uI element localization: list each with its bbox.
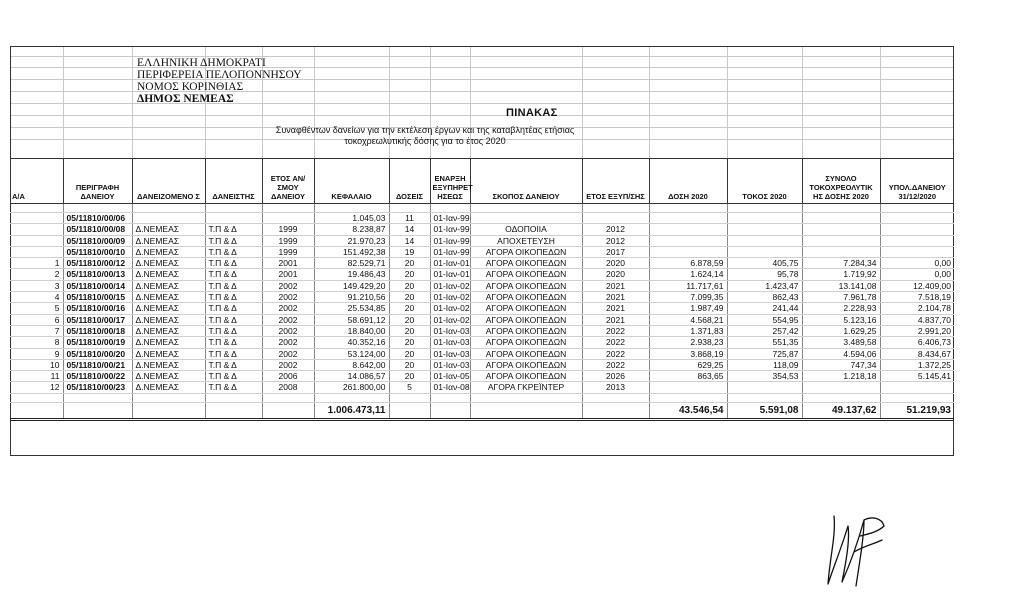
- loan-purpose-cell: ΑΓΟΡΑ ΟΙΚΟΠΕΔΩΝ: [470, 314, 582, 325]
- capital-cell: 8.642,00: [314, 359, 389, 370]
- borrower-cell: Δ.ΝΕΜΕΑΣ: [132, 314, 205, 325]
- lender-cell: Τ.Π & Δ: [205, 269, 262, 280]
- dose-2020-cell: [649, 213, 727, 224]
- loan-year-cell: 2001: [262, 258, 314, 269]
- borrower-cell: Δ.ΝΕΜΕΑΣ: [132, 325, 205, 336]
- service-start-cell: 01-Ιαν-03: [430, 359, 470, 370]
- payoff-year-cell: 2022: [582, 325, 649, 336]
- blank-row: [10, 393, 954, 402]
- total-dose: 43.546,54: [649, 402, 727, 419]
- loan-purpose-cell: ΑΓΟΡΑ ΟΙΚΟΠΕΔΩΝ: [470, 359, 582, 370]
- column-header-interest: ΤΟΚΟΣ 2020: [727, 159, 802, 204]
- loan-purpose-cell: ΑΓΟΡΑ ΟΙΚΟΠΕΔΩΝ: [470, 371, 582, 382]
- column-header-borrower: ΔΑΝΕΙΖΟΜΕΝΟ Σ: [132, 159, 205, 204]
- balance-2020-cell: 12.409,00: [880, 280, 954, 291]
- payoff-year-cell: 2021: [582, 314, 649, 325]
- loan-year-cell: 1999: [262, 224, 314, 235]
- installments-cell: 20: [389, 359, 430, 370]
- service-start-cell: 01-Ιαν-03: [430, 325, 470, 336]
- capital-cell: 261.800,00: [314, 382, 389, 393]
- dose-2020-cell: [649, 235, 727, 246]
- loan-description-cell: 05/11810/00/16: [63, 303, 132, 314]
- loan-description-cell: 05/11810/00/20: [63, 348, 132, 359]
- balance-2020-cell: [880, 235, 954, 246]
- dose-2020-cell: 3.868,19: [649, 348, 727, 359]
- payoff-year-cell: 2021: [582, 280, 649, 291]
- total-dose-2020-cell: 1.719,92: [802, 269, 880, 280]
- total-dose-2020-cell: [802, 235, 880, 246]
- balance-2020-cell: 1.372,25: [880, 359, 954, 370]
- total-interest: 5.591,08: [727, 402, 802, 419]
- interest-2020-cell: [727, 224, 802, 235]
- payoff-year-cell: 2021: [582, 292, 649, 303]
- installments-cell: 20: [389, 303, 430, 314]
- subtitle-line-2: τοκοχρεωλυτικής δόσης για το έτος 2020: [344, 136, 506, 146]
- total-dose-2020-cell: 7.961,78: [802, 292, 880, 303]
- loan-purpose-cell: ΑΓΟΡΑ ΟΙΚΟΠΕΔΩΝ: [470, 303, 582, 314]
- loan-year-cell: 2002: [262, 348, 314, 359]
- loan-purpose-cell: ΑΓΟΡΑ ΟΙΚΟΠΕΔΩΝ: [470, 269, 582, 280]
- loan-description-cell: 05/11810/00/13: [63, 269, 132, 280]
- table-row: [10, 246, 954, 257]
- loan-year-cell: 2002: [262, 359, 314, 370]
- payoff-year-cell: 2020: [582, 269, 649, 280]
- interest-2020-cell: 354,53: [727, 371, 802, 382]
- installments-cell: 5: [389, 382, 430, 393]
- dose-2020-cell: [649, 246, 727, 257]
- header-line-4: ΔΗΜΟΣ ΝΕΜΕΑΣ: [137, 93, 234, 105]
- row-number-cell: 4: [10, 292, 63, 303]
- payoff-year-cell: 2022: [582, 348, 649, 359]
- loan-purpose-cell: ΑΓΟΡΑ ΟΙΚΟΠΕΔΩΝ: [470, 246, 582, 257]
- loan-year-cell: 2002: [262, 325, 314, 336]
- dose-2020-cell: 6.878,59: [649, 258, 727, 269]
- interest-2020-cell: 241,44: [727, 303, 802, 314]
- total-dose-2020-cell: [802, 213, 880, 224]
- borrower-cell: Δ.ΝΕΜΕΑΣ: [132, 337, 205, 348]
- capital-cell: 58.691,12: [314, 314, 389, 325]
- loan-description-cell: 05/11810/00/19: [63, 337, 132, 348]
- payoff-year-cell: 2026: [582, 371, 649, 382]
- installments-cell: 20: [389, 280, 430, 291]
- balance-2020-cell: [880, 382, 954, 393]
- borrower-cell: Δ.ΝΕΜΕΑΣ: [132, 382, 205, 393]
- service-start-cell: 01-Ιαν-02: [430, 314, 470, 325]
- installments-cell: 14: [389, 235, 430, 246]
- installments-cell: 14: [389, 224, 430, 235]
- service-start-cell: 01-Ιαν-05: [430, 371, 470, 382]
- borrower-cell: Δ.ΝΕΜΕΑΣ: [132, 224, 205, 235]
- capital-cell: 18.840,00: [314, 325, 389, 336]
- loan-purpose-cell: [470, 213, 582, 224]
- loan-year-cell: 2002: [262, 280, 314, 291]
- table-row: [10, 314, 954, 325]
- total-dose-2020-cell: 7.284,34: [802, 258, 880, 269]
- borrower-cell: Δ.ΝΕΜΕΑΣ: [132, 269, 205, 280]
- table-row: [10, 382, 954, 393]
- total-dose-2020-cell: 2.228,93: [802, 303, 880, 314]
- total-dose-2020-cell: 4.594,06: [802, 348, 880, 359]
- interest-2020-cell: [727, 382, 802, 393]
- column-header-dose: ΔΟΣΗ 2020: [649, 159, 727, 204]
- borrower-cell: Δ.ΝΕΜΕΑΣ: [132, 371, 205, 382]
- service-start-cell: 01-Ιαν-08: [430, 382, 470, 393]
- loan-description-cell: 05/11810/00/12: [63, 258, 132, 269]
- loan-year-cell: 2002: [262, 303, 314, 314]
- table-row: [10, 348, 954, 359]
- installments-cell: 19: [389, 246, 430, 257]
- interest-2020-cell: 862,43: [727, 292, 802, 303]
- loan-description-cell: 05/11810/00/09: [63, 235, 132, 246]
- loan-purpose-cell: ΑΓΟΡΑ ΟΙΚΟΠΕΔΩΝ: [470, 258, 582, 269]
- capital-cell: 21.970,23: [314, 235, 389, 246]
- totals-row: [10, 402, 954, 419]
- borrower-cell: Δ.ΝΕΜΕΑΣ: [132, 348, 205, 359]
- total-dose-2020-cell: [802, 246, 880, 257]
- loan-year-cell: 2002: [262, 337, 314, 348]
- loan-description-cell: 05/11810/00/17: [63, 314, 132, 325]
- column-header-purpose: ΣΚΟΠΟΣ ΔΑΝΕΙΟΥ: [470, 159, 582, 204]
- column-header-payoff-year: ΕΤΟΣ ΕΞΥΠ/ΣΗΣ: [582, 159, 649, 204]
- dose-2020-cell: [649, 224, 727, 235]
- row-number-cell: 7: [10, 325, 63, 336]
- loan-purpose-cell: ΑΓΟΡΑ ΓΚΡΕΪΝΤΕΡ: [470, 382, 582, 393]
- capital-cell: 25.534,85: [314, 303, 389, 314]
- lender-cell: Τ.Π & Δ: [205, 325, 262, 336]
- blank-row: [10, 204, 954, 213]
- loan-description-cell: 05/11810/00/06: [63, 213, 132, 224]
- interest-2020-cell: [727, 235, 802, 246]
- row-number-cell: 3: [10, 280, 63, 291]
- capital-cell: 14.086,57: [314, 371, 389, 382]
- service-start-cell: 01-Ιαν-01: [430, 258, 470, 269]
- capital-cell: 53.124,00: [314, 348, 389, 359]
- lender-cell: Τ.Π & Δ: [205, 314, 262, 325]
- balance-2020-cell: 2.991,20: [880, 325, 954, 336]
- column-header-installments: ΔΟΣΕΙΣ: [389, 159, 430, 204]
- lender-cell: Τ.Π & Δ: [205, 303, 262, 314]
- balance-2020-cell: 4.837,70: [880, 314, 954, 325]
- loan-description-cell: 05/11810/00/10: [63, 246, 132, 257]
- loan-year-cell: 2006: [262, 371, 314, 382]
- total-dose-2020-cell: [802, 382, 880, 393]
- loan-year-cell: 2008: [262, 382, 314, 393]
- loan-purpose-cell: ΑΓΟΡΑ ΟΙΚΟΠΕΔΩΝ: [470, 348, 582, 359]
- installments-cell: 20: [389, 325, 430, 336]
- installments-cell: 20: [389, 292, 430, 303]
- row-number-cell: [10, 224, 63, 235]
- dose-2020-cell: 2.938,23: [649, 337, 727, 348]
- balance-2020-cell: 7.518,19: [880, 292, 954, 303]
- loan-purpose-cell: ΑΓΟΡΑ ΟΙΚΟΠΕΔΩΝ: [470, 325, 582, 336]
- borrower-cell: [132, 213, 205, 224]
- loan-purpose-cell: ΑΠΟΧΕΤΕΥΣΗ: [470, 235, 582, 246]
- total-balance: 51.219,93: [880, 402, 954, 419]
- service-start-cell: 01-Ιαν-99: [430, 235, 470, 246]
- dose-2020-cell: 7.099,35: [649, 292, 727, 303]
- total-dose-2020-cell: 13.141,08: [802, 280, 880, 291]
- lender-cell: Τ.Π & Δ: [205, 382, 262, 393]
- table-row: [10, 213, 954, 224]
- table-row: [10, 269, 954, 280]
- capital-cell: 19.486,43: [314, 269, 389, 280]
- service-start-cell: 01-Ιαν-03: [430, 337, 470, 348]
- subtitle-line-1: Συναφθέντων δανείων για την εκτέλεση έργων και της καταβλητέας ετήσιας: [275, 125, 575, 135]
- service-start-cell: 01-Ιαν-02: [430, 303, 470, 314]
- interest-2020-cell: 554,95: [727, 314, 802, 325]
- dose-2020-cell: [649, 382, 727, 393]
- capital-cell: 91.210,56: [314, 292, 389, 303]
- payoff-year-cell: 2013: [582, 382, 649, 393]
- column-header-balance: ΥΠΟΛ.ΔΑΝΕΙΟΥ 31/12/2020: [880, 159, 954, 204]
- column-header-capital: ΚΕΦΑΛΑΙΟ: [314, 159, 389, 204]
- dose-2020-cell: 1.371,83: [649, 325, 727, 336]
- loan-year-cell: [262, 213, 314, 224]
- header-line-3: ΝΟΜΟΣ ΚΟΡΙΝΘΙΑΣ: [137, 81, 244, 93]
- interest-2020-cell: 725,87: [727, 348, 802, 359]
- loan-year-cell: 2002: [262, 292, 314, 303]
- column-header-lender: ΔΑΝΕΙΣΤΗΣ: [205, 159, 262, 204]
- capital-cell: 151.492,38: [314, 246, 389, 257]
- header-line-2: ΠΕΡΙΦΕΡΕΙΑ ΠΕΛΟΠΟΝΝΗΣΟΥ: [137, 69, 302, 81]
- installments-cell: 20: [389, 269, 430, 280]
- loan-purpose-cell: ΑΓΟΡΑ ΟΙΚΟΠΕΔΩΝ: [470, 280, 582, 291]
- interest-2020-cell: 95,78: [727, 269, 802, 280]
- borrower-cell: Δ.ΝΕΜΕΑΣ: [132, 280, 205, 291]
- capital-cell: 149.429,20: [314, 280, 389, 291]
- column-header-aa: Α/Α: [10, 159, 63, 204]
- total-dose-2020-cell: [802, 224, 880, 235]
- interest-2020-cell: 257,42: [727, 325, 802, 336]
- payoff-year-cell: 2012: [582, 235, 649, 246]
- lender-cell: Τ.Π & Δ: [205, 246, 262, 257]
- interest-2020-cell: [727, 246, 802, 257]
- balance-2020-cell: [880, 213, 954, 224]
- column-header-description: ΠΕΡΙΓΡΑΦΗ ΔΑΝΕΙΟΥ: [63, 159, 132, 204]
- capital-cell: 1.045,03: [314, 213, 389, 224]
- borrower-cell: Δ.ΝΕΜΕΑΣ: [132, 359, 205, 370]
- loan-year-cell: 1999: [262, 246, 314, 257]
- total-dose-2020-cell: 747,34: [802, 359, 880, 370]
- payoff-year-cell: 2012: [582, 224, 649, 235]
- borrower-cell: Δ.ΝΕΜΕΑΣ: [132, 292, 205, 303]
- capital-cell: 8.238,87: [314, 224, 389, 235]
- row-number-cell: 11: [10, 371, 63, 382]
- borrower-cell: Δ.ΝΕΜΕΑΣ: [132, 303, 205, 314]
- lender-cell: Τ.Π & Δ: [205, 280, 262, 291]
- service-start-cell: 01-Ιαν-99: [430, 224, 470, 235]
- loan-purpose-cell: ΟΔΟΠΟΙΙΑ: [470, 224, 582, 235]
- table-row: [10, 303, 954, 314]
- dose-2020-cell: 1.624,14: [649, 269, 727, 280]
- dose-2020-cell: 629,25: [649, 359, 727, 370]
- balance-2020-cell: [880, 224, 954, 235]
- installments-cell: 20: [389, 371, 430, 382]
- page-title: ΠΙΝΑΚΑΣ: [506, 107, 558, 119]
- table-row: [10, 224, 954, 235]
- balance-2020-cell: 5.145,41: [880, 371, 954, 382]
- table-row: [10, 280, 954, 291]
- balance-2020-cell: 6.406,73: [880, 337, 954, 348]
- capital-cell: 40.352,16: [314, 337, 389, 348]
- loans-table: [10, 158, 954, 421]
- loan-description-cell: 05/11810/00/14: [63, 280, 132, 291]
- service-start-cell: 01-Ιαν-99: [430, 246, 470, 257]
- column-header-total-dose: ΣΥΝΟΛΟ ΤΟΚΟΧΡΕΟΛΥΤΙΚ ΗΣ ΔΟΣΗΣ 2020: [802, 159, 880, 204]
- column-header-start: ΕΝΑΡΞΗ ΕΞΥΠΗΡΕΤ ΗΣΕΩΣ: [430, 159, 470, 204]
- loan-year-cell: 2002: [262, 314, 314, 325]
- payoff-year-cell: 2022: [582, 337, 649, 348]
- installments-cell: 20: [389, 348, 430, 359]
- installments-cell: 20: [389, 314, 430, 325]
- loan-year-cell: 2001: [262, 269, 314, 280]
- balance-2020-cell: [880, 246, 954, 257]
- table-row: [10, 235, 954, 246]
- table-row: [10, 325, 954, 336]
- payoff-year-cell: [582, 213, 649, 224]
- dose-2020-cell: 4.568,21: [649, 314, 727, 325]
- balance-2020-cell: 8.434,67: [880, 348, 954, 359]
- borrower-cell: Δ.ΝΕΜΕΑΣ: [132, 246, 205, 257]
- loan-description-cell: 05/11810/00/23: [63, 382, 132, 393]
- borrower-cell: Δ.ΝΕΜΕΑΣ: [132, 235, 205, 246]
- loan-description-cell: 05/11810/00/08: [63, 224, 132, 235]
- payoff-year-cell: 2022: [582, 359, 649, 370]
- capital-cell: 82.529,71: [314, 258, 389, 269]
- loan-purpose-cell: ΑΓΟΡΑ ΟΙΚΟΠΕΔΩΝ: [470, 292, 582, 303]
- column-header-year: ΕΤΟΣ ΑΝ/ΣΜΟΥ ΔΑΝΕΙΟΥ: [262, 159, 314, 204]
- service-start-cell: 01-Ιαν-99: [430, 213, 470, 224]
- row-number-cell: 8: [10, 337, 63, 348]
- loan-description-cell: 05/11810/00/22: [63, 371, 132, 382]
- lender-cell: Τ.Π & Δ: [205, 337, 262, 348]
- lender-cell: Τ.Π & Δ: [205, 235, 262, 246]
- total-dose-2020-cell: 3.489,58: [802, 337, 880, 348]
- borrower-cell: Δ.ΝΕΜΕΑΣ: [132, 258, 205, 269]
- row-number-cell: [10, 235, 63, 246]
- payoff-year-cell: 2020: [582, 258, 649, 269]
- loan-description-cell: 05/11810/00/18: [63, 325, 132, 336]
- header-line-1: ΕΛΛΗΝΙΚΗ ΔΗΜΟΚΡΑΤΙ: [137, 57, 266, 69]
- total-dose-2020-cell: 1.629,25: [802, 325, 880, 336]
- table-row: [10, 292, 954, 303]
- balance-2020-cell: 0,00: [880, 269, 954, 280]
- row-number-cell: 6: [10, 314, 63, 325]
- lender-cell: Τ.Π & Δ: [205, 292, 262, 303]
- lender-cell: Τ.Π & Δ: [205, 348, 262, 359]
- total-capital: 1.006.473,11: [314, 402, 389, 419]
- row-number-cell: 1: [10, 258, 63, 269]
- payoff-year-cell: 2017: [582, 246, 649, 257]
- payoff-year-cell: 2021: [582, 303, 649, 314]
- service-start-cell: 01-Ιαν-02: [430, 292, 470, 303]
- total-dose-2020-cell: 5.123,16: [802, 314, 880, 325]
- interest-2020-cell: 405,75: [727, 258, 802, 269]
- installments-cell: 20: [389, 258, 430, 269]
- row-number-cell: 10: [10, 359, 63, 370]
- lender-cell: [205, 213, 262, 224]
- table-row: [10, 371, 954, 382]
- service-start-cell: 01-Ιαν-01: [430, 269, 470, 280]
- row-number-cell: 12: [10, 382, 63, 393]
- interest-2020-cell: 118,09: [727, 359, 802, 370]
- signature-image: [820, 506, 892, 590]
- lender-cell: Τ.Π & Δ: [205, 359, 262, 370]
- table-row: [10, 359, 954, 370]
- balance-2020-cell: 2.104,78: [880, 303, 954, 314]
- lender-cell: Τ.Π & Δ: [205, 224, 262, 235]
- loan-description-cell: 05/11810/00/15: [63, 292, 132, 303]
- lender-cell: Τ.Π & Δ: [205, 371, 262, 382]
- row-number-cell: [10, 246, 63, 257]
- loan-purpose-cell: ΑΓΟΡΑ ΟΙΚΟΠΕΔΩΝ: [470, 337, 582, 348]
- row-number-cell: 9: [10, 348, 63, 359]
- interest-2020-cell: [727, 213, 802, 224]
- service-start-cell: 01-Ιαν-03: [430, 348, 470, 359]
- service-start-cell: 01-Ιαν-02: [430, 280, 470, 291]
- balance-2020-cell: 0,00: [880, 258, 954, 269]
- lender-cell: Τ.Π & Δ: [205, 258, 262, 269]
- total-total-dose: 49.137,62: [802, 402, 880, 419]
- table-row: [10, 337, 954, 348]
- row-number-cell: [10, 213, 63, 224]
- dose-2020-cell: 863,65: [649, 371, 727, 382]
- interest-2020-cell: 551,35: [727, 337, 802, 348]
- total-dose-2020-cell: 1.218,18: [802, 371, 880, 382]
- installments-cell: 20: [389, 337, 430, 348]
- row-number-cell: 5: [10, 303, 63, 314]
- table-row: [10, 258, 954, 269]
- interest-2020-cell: 1.423,47: [727, 280, 802, 291]
- dose-2020-cell: 1.987,49: [649, 303, 727, 314]
- loan-description-cell: 05/11810/00/21: [63, 359, 132, 370]
- loan-year-cell: 1999: [262, 235, 314, 246]
- installments-cell: 11: [389, 213, 430, 224]
- table-header-row: [10, 159, 954, 204]
- row-number-cell: 2: [10, 269, 63, 280]
- dose-2020-cell: 11.717,61: [649, 280, 727, 291]
